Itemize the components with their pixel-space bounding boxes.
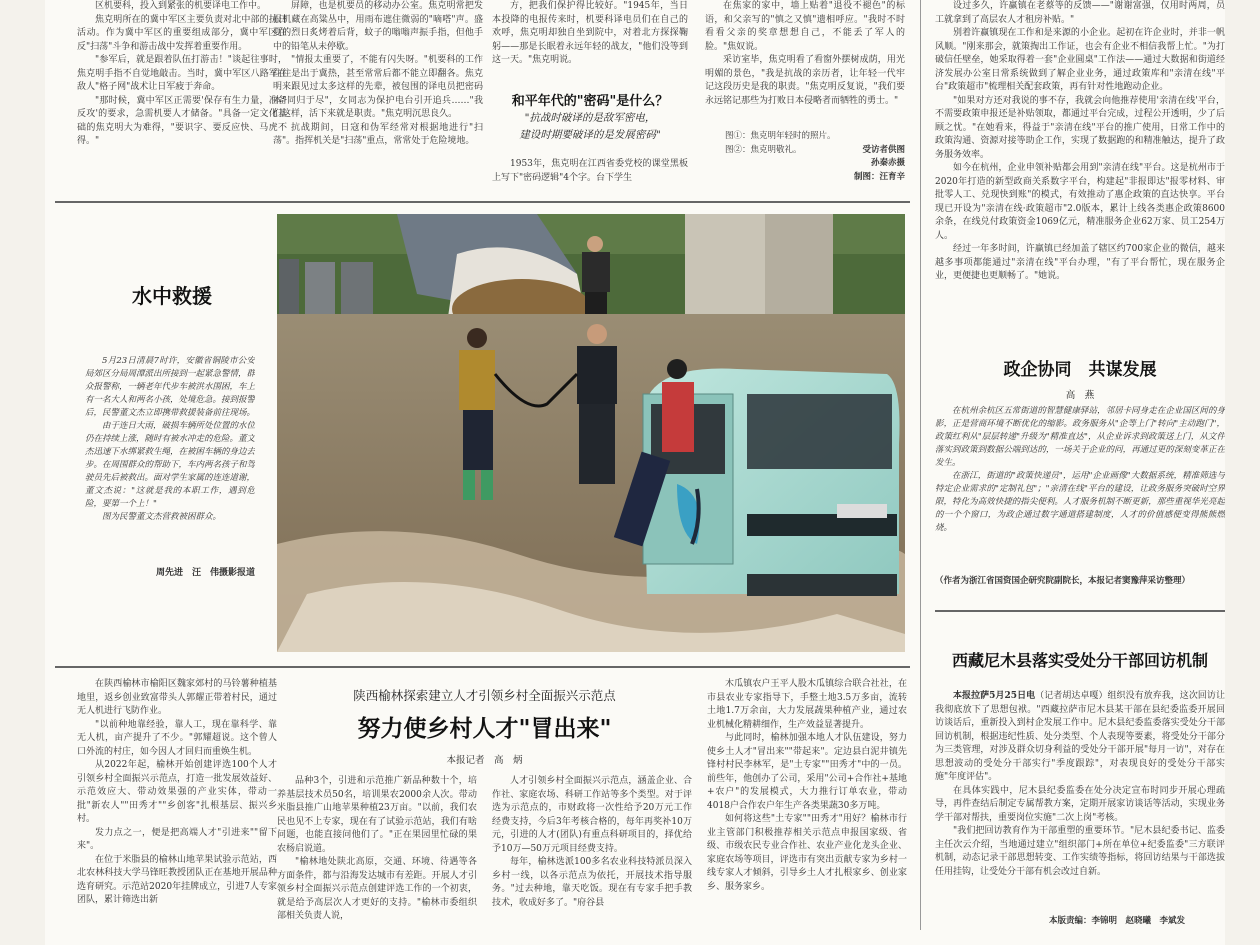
newspaper-page xyxy=(45,0,1225,945)
tibet-body: 本报拉萨5月25日电（记者胡达卓嘎）组织没有放弃我，这次回访让我彻底放下了思想包袱。"西藏拉萨市尼木县某干部在县纪委监委开展回访谈话后，重新投入到村企发展工作中。尼木县纪委监委落实受处分干部回访机制，根据违纪性质、处分类型、个人表现等要素，将受处分干部分为三类管理，对涉及群众切身利益的受处分干部开展"每月一访"，对存在思想波动的受处分干部实行"季度跟踪"，对表现良好的受处分干部实施"年度评估"。 在具体实践中，尼木县纪委监委在处分决定宣布时同步开展心理疏导，再件查结后制定专属帮教方案，定期开展家访谈话等活动，实现业务学干部对帮扶，重要岗位实施"二次上岗"考核。 "我们把回访教育作为干部重塑的重要环节。"尼木县纪委书记、监委主任次云介绍，当地通过建立"组织部门+所在单位+纪委监委"三方联评机制，动态记录干部思想转变、工作实绩等指标，将回访结果与干部选拔任用挂钩，让受处分干部有机会改过自新。 xyxy=(935,691,1225,877)
bottom-byline: 本报记者 高 炳 xyxy=(446,755,523,766)
rescue-caption: 5月23日清晨7时许，安徽省铜陵市公安局郊区分局周潭派出所接到一起紧急警情，群众报警称，一辆老年代步车被洪水围困，车上有一名大人和两名小孩，处境危急。接到报警后，民警董文杰立即携带救援装备前往现场。 由于连日大雨，破损车辆所处位置的水位仍在持续上涨，随时有被水冲走的危险。董文杰迅速下水绑紧救生绳，在被困车辆的身边去步。在周围群众的帮助下，车内两名孩子和驾驶员先后被救出。面对学生家属的连连道谢，董文杰说："这就是我的本职工作，遇到危险，要第一个上！" 图为民警董文杰营救被困群众。 xyxy=(85,356,255,522)
bottom-kicker: 陕西榆林探索建立人才引领乡村全面振兴示范点 xyxy=(353,688,616,703)
gov-enterprise-author: 高 燕 xyxy=(1065,390,1095,401)
gov-enterprise-note: （作者为浙江省国资国企研究院副院长，本报记者窦豫萍采访整理） xyxy=(935,576,1191,586)
section-divider-bottom xyxy=(55,666,910,668)
bottom-column-1: 在陕西榆林市榆阳区魏家郊村的马铃薯种植基地里，返乡创业致富带头人郭耀正带着村民，通过无人机进行飞防作业。 "以前种地靠经验，靠人工，现在靠科学、靠无人机，亩产提升了不少。"郭耀超说。这个曾人口外流的村庄，如今因人才回归而重焕生机。 从2022年起，榆林开始创建评选100个人才引领乡村全面振兴示范点，打造一批发展效益好、示范效应大、带动效果强的产业实体，带动一批"新农人""田秀才""乡创客"扎根基层、振兴乡村。 发力点之一，便是把高端人才"引进来""留下来"。 在位于米脂县的榆林山地苹果试验示范站，西北农林科技大学马锋旺教授团队正在基地开展品种选育研究。示范站2020年挂牌成立，引进7人专家团队，累计筛选出新 xyxy=(77,679,277,905)
rescue-headline: 水中救援 xyxy=(132,284,212,308)
bottom-headline: 努力使乡村人才"冒出来" xyxy=(357,716,612,742)
peace-era-subhead-2: 建设时期要破译的是发展密码" xyxy=(519,129,661,141)
flood-rescue-image xyxy=(277,214,905,652)
top-column-3: 方，把我们保护得比较好。"1945年，当日本投降的电报传来时，机要科译电员们在自己的欢呼，焦克明却独自坐到院中，对着北方探探鞠躬——那是长眠着永远年轻的战友，"他们没等到这一天。"焦克明说。 xyxy=(492,1,688,65)
bottom-column-4: 木瓜镇农户王平人股木瓜镇综合联合社社，在市县农业专家指导下，手整土地3.5万多亩，流转土地1.7万余亩，大力发展蔬果种植产业，通过农业机械化精耕细作，生产效益显著提升。 与此同时，榆林加强本地人才队伍建设，努力使乡土人才"冒出来""带起来"。定边县白泥井镇先锋村村民李林军，是"土专家""田秀才"中的一员。前些年，他创办了公司，采用"公司+合作社+基地+农户"的发展模式，大力推行订单农业，带动4018户合作农户年生产各类果蔬30多万吨。 如何将这些"土专家""田秀才"用好？榆林市行业主管部门积极推荐相关示范点申报国家级、省级、市级农民专业合作社、农业产业化龙头企业、家庭农场等项目，评选市有突出贡献专家为乡村一线专家人才倾斜，引导乡土人才扎根家乡、创业家乡、服务家乡。 xyxy=(707,679,907,892)
bottom-column-3: 人才引领乡村全面振兴示范点，涵盖企业、合作社、家庭农场、科研工作站等多个类型。对于评选为示范点的，市财政将一次性给予20万元工作经费支持，今后3年考核合格的，每年再奖补10万元，引进的人才(团队)有重点科研项目的，择优给予10万—50万元项目经费支持。 每年，榆林选派100多名农业科技特派员深入乡村一线，以各示范点为依托，开展技术指导服务。"过去种地，靠天吃饭。现在有专家手把手教技术，收成好多了。"府谷县 xyxy=(492,776,692,908)
peace-era-code-heading: 和平年代的"密码"是什么？ xyxy=(511,94,669,109)
tibet-headline: 西藏尼木县落实受处分干部回访机制 xyxy=(951,651,1208,670)
page-editors: 本版责编：李锦明 赵晓曦 李斌发 xyxy=(1048,916,1185,926)
top-column-4: 在焦家的家中，墙上贴着"退役不褪色"的标语，和父亲写的"慎之又慎"遗相呼应。"我时不时看看父亲的奖章想想自己，不能丢了军人的脸。"焦奴说。 采访室毕，焦克明看了看窗外摆树成荫，用光明媚的景色，"我是抗战的亲历者，让年轻一代牢记这段历史是我的职责。"焦克明反复说，"我们要永远铭记那些为打败日本侵略者而牺牲的勇士。" xyxy=(705,1,905,106)
photo-captions: 图①：焦克明年轻时的照片。 图②：焦克明敬礼。 受访者供图 孙秦赤摄 制图：汪育辛 xyxy=(725,131,905,182)
gov-enterprise-body: 在杭州余杭区五常街道的智慧健康驿站，邻居卡同身走在企业国区间的身影，正是营商环境不断优化的缩影。政务服务从"企等上门"转向"主动跑门"，政策红利从"层层转递"升级为"精准直达"，从企业诉求到政策送上门，从文件落实到政策到数据公端到达的，一场关于企业的问，再通过更的深刻变革正在发生。 在浙江，街道的"政策快递员"，运用"企业画像"大数据系统，精准筛选与特定企业需求的"定制礼包"；"亲清在线"平台的建设，让政务服务突破时空界限，特化为高效快捷的指尖便利。人才服务机制不断更新，那些重视华光亮起的一个个窗口，为政企通过数字通道搭建制度，人才的价值感便变得熊熊燃烧。 xyxy=(935,406,1225,533)
top-column-3-tail: 1953年，焦克明在江西省委党校的课堂黑板上写下"密码逻辑"4个字。台下学生 xyxy=(492,159,688,183)
section-divider-top xyxy=(55,201,910,203)
top-column-1: 区机要科，投入到紧张的机要译电工作中。 焦克明所在的冀中军区主要负责对北中部的抗日活动。作为冀中军区的重要组成部分，冀中军区在反"扫荡"斗争和游击战中发挥着重要作用。 "参军后，就是跟着队伍打游击！"谈起往事时，焦克明手指不自觉地敲击。当时，冀中军区八路军在敌人"格子网"战术让日军疲于奔命。 "那时候，冀中军区正需要'保存有生力量，准备反攻'的要求，急需机要人才储备。"具备一定文化基础的焦克明大为难得，"要识字、要反应快、马虎不得。" xyxy=(77,1,287,146)
rescue-credit: 周先进 汪 伟摄影报道 xyxy=(155,568,255,578)
section-divider-right xyxy=(935,610,1225,612)
top-column-2: 屏障，也是机要员的移动办公室。焦克明常把发报机藏在高粱丛中，用雨布遮住微弱的"嘀嗒"声。盛夏的烈日炙烤着后背，蚊子的嗡嗡声振手指，但他手中的铅笔从未停歇。 "情报太重要了，不能有闪失呀。"机要科的工作往往是出于冀热，甚至常常后都不能立即翻各。焦克明来跟见过太多这样的先辈，被包围的译电员把密码本"同归于尽"，女同志为保护电台引开追兵……"我们这样，活下来就是职责。"焦克明沉思良久。 抗战期间，日寇和伪军经常对根据地进行"扫荡"。指挥机关是"扫荡"重点，常常处于危险境地。 xyxy=(273,1,483,146)
gov-enterprise-headline: 政企协同 共谋发展 xyxy=(1003,360,1157,380)
rescue-photo xyxy=(277,214,905,652)
column-divider xyxy=(920,0,921,930)
bottom-column-2: 品种3个，引进和示范推广新品种数十个，培养基层技术员50名，培训果农2000余人次。带动米脂县推广山地苹果种植23万亩。"以前，我们农民也见不上专家，现在有了试验示范站，我们有啥问题，也能直接问他们了。"正在果园里忙碌的果农杨启说道。 "榆林地处陕北高原，交通、环境、待遇等各方面条件，都与沿海发达城市有差距。开展人才引领乡村全面振兴示范点创建评选工作的一个初衷，就是给予高层次人才更好的支持。"榆林市委组织部相关负责人说， xyxy=(277,776,477,921)
peace-era-subhead-1: "抗战时破译的是敌军密电， xyxy=(524,112,656,124)
top-column-5: 设过多久，许赢镇在老蔡等的反馈——"谢谢富强，仅用时两周，员工就拿到了高层农人才租房补贴。" 别着许赢镇现在工作和是来源的小企业。起初在许企业时，并非一帆风顺。"刚来那会，就策掏出工作证，也会有企业不相信我帮上忙。"为打破信任壁垒，她采取得着一套"企业圆桌"工作法——通过大数据和街道经济发展办公室日常系统做到了解企业业务，通过政策库和"亲清在线"平台"政策超市"梳理相关配套政策，再有针对性地跑动企业。 "如果对方还对我说的事不存，我就会向他推荐使用'亲清在线'平台，不需要政策申报还是补贴领取，都通过平台完成，过程公开透明，少了后顾之忧。"在她看来，得益于"亲清在线"平台的推广使用，日常工作中的政策沟通、资源对接等助企工作，实现了数据跑的和精准触达，提升了政务服务效率。 如今在杭州，企业申领补贴都会用到"亲清在线"平台。这是杭州市于2020年打造的新型政商关系数字平台，构建起"非报即达"报零材料、审批零人工、兑现快到账"的模式，有效推动了惠企政策的直达快享。平台现已开设为"亲清在线·政策超市"2.0版本，累计上线各类惠企政策8600余条，在线兑付政策资金1069亿元，精准服务企业62万家、员工254万人。 经过一年多时间，许赢镇已经加盖了辖区约700家企业的微信，越来越多事项都能通过"亲清在线"平台办理，"有了平台帮忙，现在服务企业，更便捷也更顺畅了。"她说。 xyxy=(935,1,1225,281)
